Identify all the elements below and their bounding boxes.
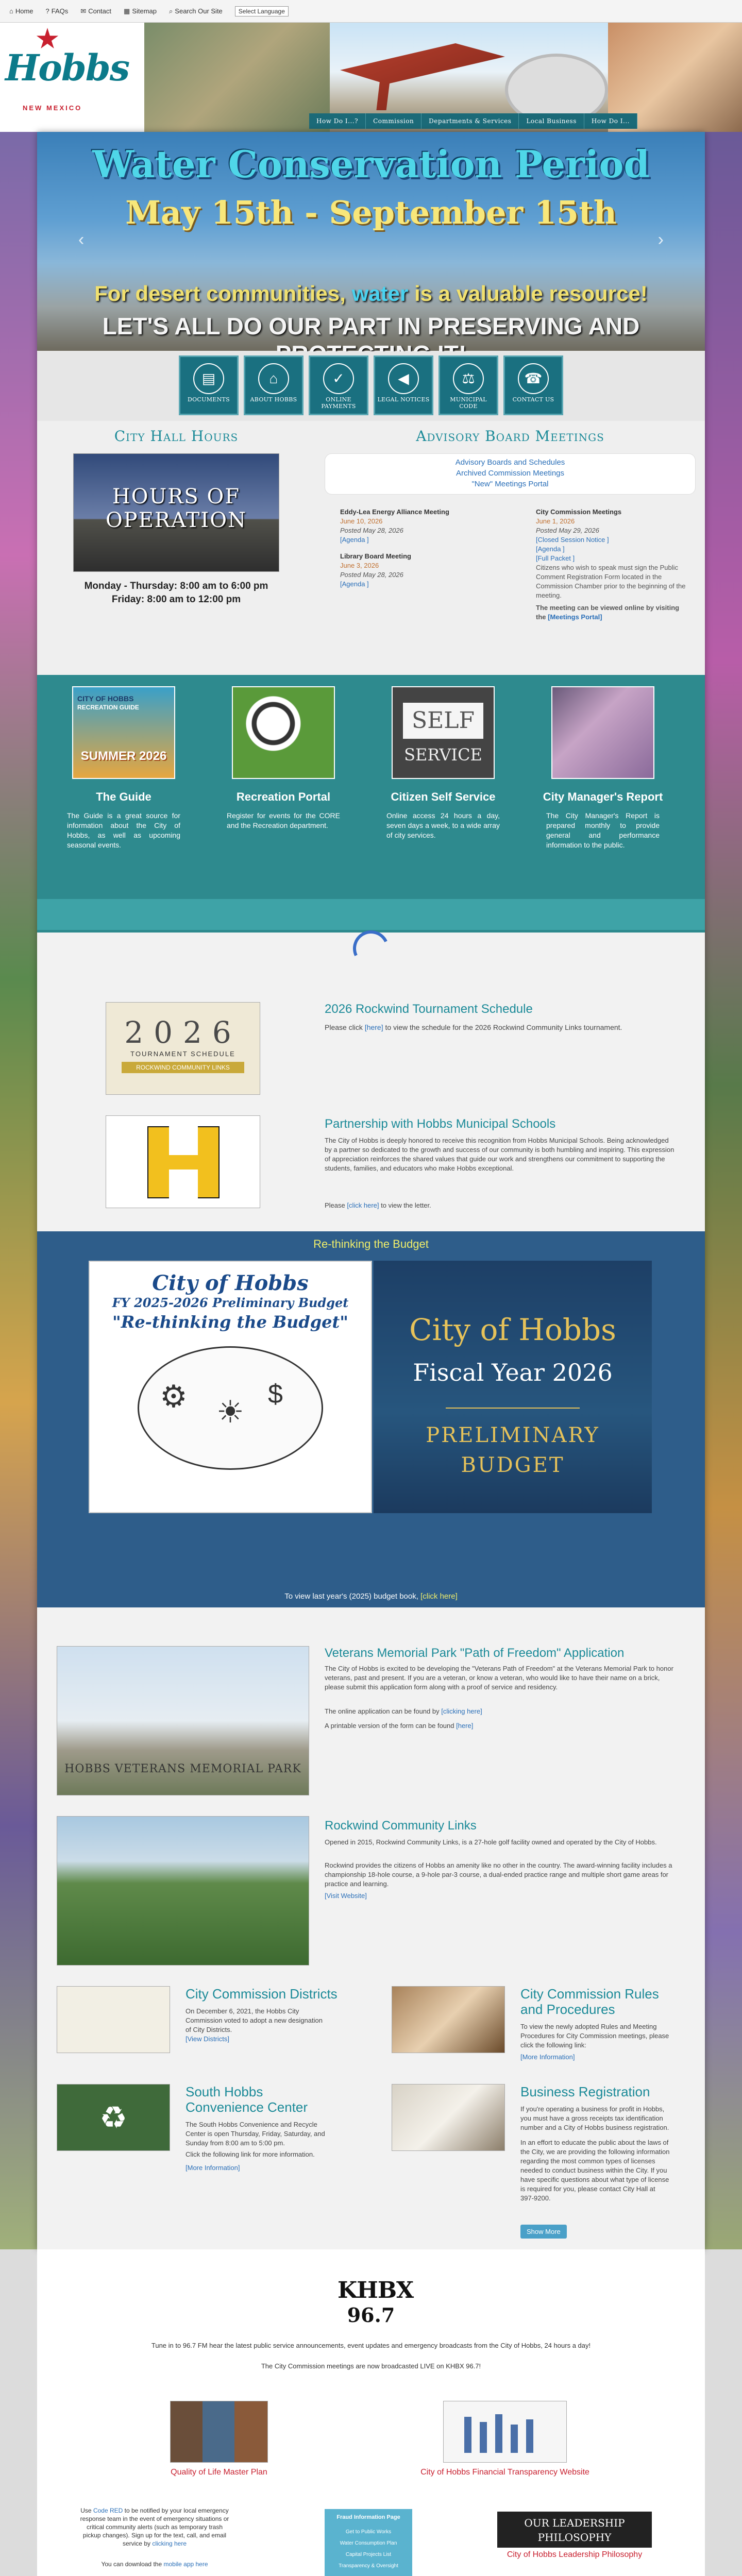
business-text-1: If you're operating a business for profit in Hobbs, you must have a gross receipts tax identification number and a City of Hobbs business registration. <box>520 2105 669 2131</box>
quick-link-payments[interactable] <box>309 355 368 415</box>
budget-img2-line-1: City of Hobbs <box>409 1312 616 1347</box>
chart-bar <box>495 2414 502 2453</box>
question-icon: ? <box>45 7 49 15</box>
meetings-list-left <box>340 507 495 589</box>
khbx-text: Tune in to 96.7 FM hear the latest public service announcements, event updates and emergency broadcasts from the City of Hobbs, 24 hours a day! <box>151 2342 591 2349</box>
gear-icon: ⚙ <box>160 1379 188 1414</box>
veterans-online-text: The online application can be found by <box>325 1707 442 1715</box>
meetings-portal-link[interactable]: [Meetings Portal] <box>548 613 602 621</box>
quick-link-legal[interactable] <box>374 355 433 415</box>
chart-bar <box>526 2419 533 2453</box>
veterans-online <box>325 1706 482 1716</box>
teal-divider <box>37 899 705 930</box>
hours-image-line-1: HOURS OF <box>112 485 241 509</box>
tournament-text <box>325 1023 665 1032</box>
rockwind-website-link[interactable]: [Visit Website] <box>325 1892 367 1900</box>
background-photo-left <box>0 132 37 2249</box>
advisory-title: Advisory Board Meetings <box>416 428 604 445</box>
tournament-year-part-1: 20 <box>124 1015 183 1050</box>
guide-cover-line-3: SUMMER 2026 <box>80 749 167 763</box>
tournament-link[interactable]: [here] <box>364 1023 383 1031</box>
business-text-2: In an effort to educate the public about the laws of the City, we are providing the following information regarding the most common types of licenses needed to conduct business within the City. If you have specific questions about what type of license is required for you, please contact City Hall at 397-9200. <box>520 2139 670 2202</box>
quick-link-about[interactable] <box>244 355 303 415</box>
partnership-letter-link[interactable]: [click here] <box>347 1201 379 1209</box>
nav-item-howdoi-1[interactable]: How Do I...? <box>309 113 366 129</box>
veterans-title[interactable]: Veterans Memorial Park "Path of Freedom" Application <box>325 1646 625 1660</box>
veterans-printable <box>325 1721 473 1731</box>
home-label: Home <box>15 7 33 15</box>
rockwind-title[interactable]: Rockwind Community Links <box>325 1819 477 1833</box>
meeting-date: June 1, 2026 <box>536 517 575 525</box>
quick-links <box>37 351 705 421</box>
budget-img2-line-2: Fiscal Year 2026 <box>413 1359 613 1386</box>
codered-text <box>77 2506 232 2548</box>
card-description: The Guide is a great source for information about the City of Hobbs, as well as upcoming seasonal events. <box>67 811 180 849</box>
budget-footer-text: To view last year's (2025) budget book, <box>284 1592 421 1601</box>
eagle-h-icon <box>147 1126 220 1198</box>
tournament-text-1: Please click <box>325 1023 365 1031</box>
budget-book-link[interactable]: [click here] <box>420 1592 458 1601</box>
card-title: Recreation Portal <box>236 790 331 803</box>
codered-link[interactable]: Code RED <box>93 2507 123 2514</box>
hero-title: Water Conservation Period <box>92 142 650 186</box>
rockwind-golf-image <box>57 1816 309 1965</box>
card-title: The Guide <box>96 790 151 803</box>
fraud-info-item[interactable]: Water Consumption Plan <box>340 2540 397 2546</box>
meeting-title: City Commission Meetings <box>536 508 622 516</box>
card-self-service[interactable] <box>376 686 510 840</box>
hours-line-1: Monday - Thursday: 8:00 am to 6:00 pm <box>84 581 268 591</box>
convenience-link[interactable]: [More Information] <box>185 2164 240 2172</box>
payments-icon: ✓ <box>323 363 354 394</box>
leadership-philosophy-link[interactable]: City of Hobbs Leadership Philosophy <box>507 2550 643 2559</box>
veterans-text: The City of Hobbs is excited to be developing the "Veterans Path of Freedom" at the Veterans Memorial Park to honor veterans, past and present. If you are a veteran, or know a veteran, who would like to have their name on a brick, please submit this application form along with a proof of service and residency. <box>325 1665 673 1691</box>
fraud-info-item[interactable]: Capital Projects List <box>345 2552 392 2557</box>
meeting-item <box>340 507 495 545</box>
chart-bar <box>480 2422 487 2453</box>
nav-item-howdoi-2[interactable]: How Do I... <box>584 113 637 129</box>
meeting-commission <box>536 507 690 622</box>
hero-dates: May 15th - September 15th <box>125 194 617 231</box>
partnership-more <box>325 1200 431 1210</box>
codered-signup-link[interactable]: clicking here <box>152 2540 187 2547</box>
budget-footer <box>37 1592 705 1601</box>
nav-item-commission[interactable]: Commission <box>366 113 421 129</box>
tournament-img-banner: ROCKWIND COMMUNITY LINKS <box>122 1062 244 1073</box>
partnership-title[interactable]: Partnership with Hobbs Municipal Schools <box>325 1117 556 1131</box>
hero-line-3a: For desert communities, <box>94 281 352 306</box>
budget-cover-image[interactable] <box>374 1261 652 1513</box>
quick-link-label: CONTACT US <box>512 396 554 403</box>
quick-link-code[interactable] <box>439 355 498 415</box>
card-description: Online access 24 hours a day, seven days a week, to a wide array of city services. <box>386 811 500 839</box>
quick-link-documents[interactable] <box>179 355 239 415</box>
budget-img2-line-3: PRELIMINARY <box>426 1423 600 1447</box>
veterans-park-image <box>57 1646 309 1795</box>
meeting-portal-note <box>536 603 690 622</box>
partnership-text: The City of Hobbs is deeply honored to receive this recognition from Hobbs Municipal Schools. Being acknowledged by a partner so dedicated to the growth and success of our community is both humbling and inspiring. This expression of appreciation reinforces the shared values that guide our work and strengthens our commitment to supporting the students, families, and educators who make Hobbs exceptional. <box>325 1137 674 1172</box>
business-title[interactable]: Business Registration <box>520 2084 650 2099</box>
hours-title: City Hall Hours <box>114 428 239 445</box>
self-service-image <box>392 686 495 779</box>
fraud-info-box[interactable] <box>325 2509 412 2576</box>
envelope-icon: ✉ <box>80 7 87 15</box>
codered-app-text-1: You can download the <box>101 2561 164 2568</box>
recycle-image <box>57 2084 170 2151</box>
quick-link-label: MUNICIPAL CODE <box>450 396 487 410</box>
partnership-more-2: to view the letter. <box>379 1201 431 1209</box>
budget-img1-line-2: FY 2025-2026 Preliminary Budget <box>112 1295 349 1310</box>
utility-bar <box>0 0 742 23</box>
leadership-philosophy-image[interactable] <box>497 2512 652 2548</box>
convenience-text-2: Click the following link for more information. <box>185 2150 315 2158</box>
fraud-info-title: Fraud Information Page <box>336 2514 400 2520</box>
divider-line <box>446 1408 580 1409</box>
faqs-label: FAQs <box>51 7 69 15</box>
site-logo[interactable] <box>5 28 129 126</box>
tournament-img-subtitle: TOURNAMENT SCHEDULE <box>130 1050 235 1058</box>
chart-bar <box>464 2417 471 2453</box>
advisory-boards-link[interactable]: Advisory Boards and Schedules <box>455 458 565 467</box>
veterans-printable-link[interactable]: [here] <box>456 1722 474 1730</box>
meeting-note: Citizens who wish to speak must sign the Public Comment Registration Form located in the Commission Chamber prior to the beginning of the meeting. <box>536 564 686 599</box>
districts-text: On December 6, 2021, the Hobbs City Commission voted to adopt a new designation of City Districts. <box>185 2007 323 2033</box>
quick-link-label: DOCUMENTS <box>187 396 230 403</box>
districts-link[interactable]: [View Districts] <box>185 2035 229 2043</box>
rockwind-text-1: Opened in 2015, Rockwind Community Links, is a 27-hole golf facility owned and operated by the City of Hobbs. <box>325 1838 657 1846</box>
quick-link-label: ABOUT HOBBS <box>250 396 297 403</box>
transparency-chart-image[interactable] <box>443 2401 567 2463</box>
convenience-title[interactable]: South Hobbs Convenience Center <box>185 2084 308 2115</box>
background-photo-right <box>705 132 742 2249</box>
hours-image-line-2: OPERATION <box>106 509 247 532</box>
transparency-link[interactable]: City of Hobbs Financial Transparency Website <box>420 2468 589 2477</box>
language-select[interactable]: Select Language <box>235 6 289 16</box>
main-navigation <box>309 113 637 129</box>
hero-line-3b: water <box>351 281 409 306</box>
phone-icon: ☎ <box>518 363 549 394</box>
meeting-agenda-link[interactable]: [Agenda ] <box>340 536 369 544</box>
budget-cartoon-image[interactable] <box>89 1261 372 1513</box>
meeting-posted: Posted May 29, 2026 <box>536 527 599 534</box>
rules-title[interactable]: City Commission Rules and Procedures <box>520 1986 659 2017</box>
guide-cover-line-2: RECREATION GUIDE <box>77 704 139 711</box>
archived-meetings-link[interactable]: Archived Commission Meetings <box>456 469 565 478</box>
fraud-info-item[interactable]: Transparency & Oversight <box>339 2563 398 2569</box>
sitemap-label: Sitemap <box>132 7 157 15</box>
budget-img2-lines-3-4 <box>374 1420 652 1480</box>
hero-line-3 <box>37 281 705 306</box>
meeting-date: June 3, 2026 <box>340 562 379 569</box>
tournament-schedule-image <box>106 1002 260 1095</box>
meeting-item <box>340 552 495 589</box>
nav-item-local-business[interactable]: Local Business <box>519 113 584 129</box>
leadership-image-text: OUR LEADERSHIP PHILOSOPHY <box>524 2517 625 2544</box>
fraud-info-item[interactable]: Get to Public Works <box>345 2529 392 2535</box>
rules-text: To view the newly adopted Rules and Meeting Procedures for City Commission meetings, please click the following link: <box>520 2023 669 2049</box>
self-service-word-2: SERVICE <box>404 745 482 765</box>
tournament-year <box>106 1015 260 1050</box>
quality-of-life-link[interactable]: Quality of Life Master Plan <box>171 2468 267 2477</box>
quick-link-label: ONLINE PAYMENTS <box>321 396 356 410</box>
khbx-logo[interactable] <box>338 2277 414 2334</box>
about-icon: ⌂ <box>258 363 289 394</box>
meeting-date: June 10, 2026 <box>340 517 383 525</box>
codered-app-text <box>77 2561 232 2568</box>
recycle-icon: ♻ <box>99 2100 127 2135</box>
guide-cover-image <box>72 686 175 779</box>
money-icon: $ <box>268 1379 283 1409</box>
districts-title[interactable]: City Commission Districts <box>185 1986 338 2002</box>
veterans-park-sign: HOBBS VETERANS MEMORIAL PARK <box>64 1762 301 1775</box>
card-title: City Manager's Report <box>543 790 663 803</box>
business-signing-image <box>392 2084 505 2151</box>
nav-item-departments[interactable]: Departments & Services <box>421 113 519 129</box>
card-description: The City Manager's Report is prepared monthly to provide general and performance information to the public. <box>546 811 660 849</box>
megaphone-icon: ◀ <box>388 363 419 394</box>
khbx-logo-letters: KHBX <box>338 2277 414 2303</box>
meeting-posted: Posted May 28, 2026 <box>340 571 403 579</box>
tournament-title[interactable]: 2026 Rockwind Tournament Schedule <box>325 1002 533 1016</box>
closed-session-link[interactable]: [Closed Session Notice ] <box>536 536 609 544</box>
gavel-icon: ⚖ <box>453 363 484 394</box>
meeting-agenda-link[interactable]: [Agenda ] <box>340 580 369 588</box>
codered-text-1: Use <box>80 2507 93 2514</box>
hours-text <box>73 580 279 606</box>
card-description: Register for events for the CORE and the Recreation department. <box>227 811 340 829</box>
card-manager-report[interactable] <box>536 686 670 850</box>
hours-image <box>73 453 279 572</box>
hours-image-text <box>74 485 279 532</box>
search-icon: ⌕ <box>169 7 173 15</box>
tournament-text-2: to view the schedule for the 2026 Rockwind Community Links tournament. <box>383 1023 622 1031</box>
card-recreation[interactable] <box>216 686 350 831</box>
meeting-title: Library Board Meeting <box>340 552 411 560</box>
budget-img1-line-1: City of Hobbs <box>152 1271 309 1295</box>
manager-report-image <box>551 686 654 779</box>
documents-icon: ▤ <box>193 363 224 394</box>
hero-slider[interactable] <box>37 132 705 351</box>
chevron-right-icon[interactable]: › <box>657 230 664 249</box>
veterans-printable-text: A printable version of the form can be found <box>325 1722 457 1730</box>
advisory-links-box <box>325 453 696 495</box>
pumpjack-image <box>340 43 505 110</box>
rules-gavel-image <box>392 1986 505 2053</box>
portal-note-text: The meeting can be viewed online by visiting the <box>536 604 680 621</box>
show-more-button[interactable]: Show More <box>520 2225 567 2239</box>
logo-subtitle: NEW MEXICO <box>23 104 82 112</box>
codered-app-link[interactable]: mobile app here <box>163 2561 208 2568</box>
codered-text-2: to be notified by your local emergency response team in the event of emergency situations or critical community alerts (such as temporary trash pickup changes). Sign up for the text, call, and email service by <box>80 2507 229 2547</box>
card-title: Citizen Self Service <box>391 790 496 803</box>
sitemap-link[interactable] <box>124 7 157 15</box>
faqs-link[interactable] <box>46 7 69 15</box>
rockwind-text-2: Rockwind provides the citizens of Hobbs an amenity like no other in the country. The award-winning facility includes a championship 18-hole course, a 9-hole par-3 course, a dual-ended practice range and multiple short game areas for practice and learning. <box>325 1861 672 1888</box>
khbx-text-2: The City Commission meetings are now broadcasted LIVE on KHBX 96.7! <box>261 2362 481 2370</box>
card-guide[interactable] <box>57 686 191 850</box>
budget-title: Re-thinking the Budget <box>313 1238 429 1250</box>
logo-name: Hobbs <box>5 46 129 89</box>
partnership-image <box>106 1115 260 1208</box>
hero-line-4: LET'S ALL DO OUR PART IN PRESERVING AND <box>102 313 640 340</box>
recreation-image <box>232 686 335 779</box>
meetings-portal-link[interactable]: "New" Meetings Portal <box>471 480 549 488</box>
khbx-logo-frequency: 96.7 <box>347 2303 395 2327</box>
hero-line-3c: is a valuable resource! <box>408 281 648 306</box>
tournament-year-part-2: 26 <box>183 1015 242 1050</box>
hours-line-2: Friday: 8:00 am to 12:00 pm <box>111 594 241 605</box>
home-icon: ⌂ <box>9 7 13 15</box>
header-photo-left <box>144 23 330 132</box>
full-packet-link[interactable]: [Full Packet ] <box>536 554 575 562</box>
search-label: Search Our Site <box>175 7 223 15</box>
meeting-posted: Posted May 28, 2026 <box>340 527 403 534</box>
sitemap-icon: ▦ <box>124 7 130 15</box>
guide-cover-line-1: CITY OF HOBBS <box>77 694 134 703</box>
veterans-online-link[interactable]: [clicking here] <box>441 1707 482 1715</box>
self-service-word-1: SELF <box>403 703 483 739</box>
budget-img2-line-4: BUDGET <box>461 1453 565 1477</box>
convenience-text: The South Hobbs Convenience and Recycle Center is open Thursday, Friday, Saturday, and Sunday from 8:00 am to 5:00 pm. <box>185 2121 325 2147</box>
meeting-agenda-link[interactable]: [Agenda ] <box>536 545 565 553</box>
budget-img1-line-3: "Re-thinking the Budget" <box>112 1312 348 1332</box>
lightbulb-icon: ☀ <box>216 1395 244 1429</box>
meeting-title: Eddy-Lea Energy Alliance Meeting <box>340 508 449 516</box>
quick-link-label: LEGAL NOTICES <box>377 396 430 403</box>
partnership-more-1: Please <box>325 1201 347 1209</box>
home-link[interactable] <box>9 7 33 15</box>
chevron-left-icon[interactable]: ‹ <box>78 230 85 249</box>
contact-link[interactable] <box>80 7 111 15</box>
quality-of-life-image[interactable] <box>170 2401 268 2463</box>
rules-link[interactable]: [More Information] <box>520 2053 575 2061</box>
districts-map-image <box>57 1986 170 2053</box>
thought-bubble-graphic <box>138 1346 323 1470</box>
search-link[interactable] <box>169 7 223 15</box>
chart-bar <box>511 2425 518 2453</box>
contact-label: Contact <box>88 7 112 15</box>
quick-link-contact[interactable] <box>503 355 563 415</box>
